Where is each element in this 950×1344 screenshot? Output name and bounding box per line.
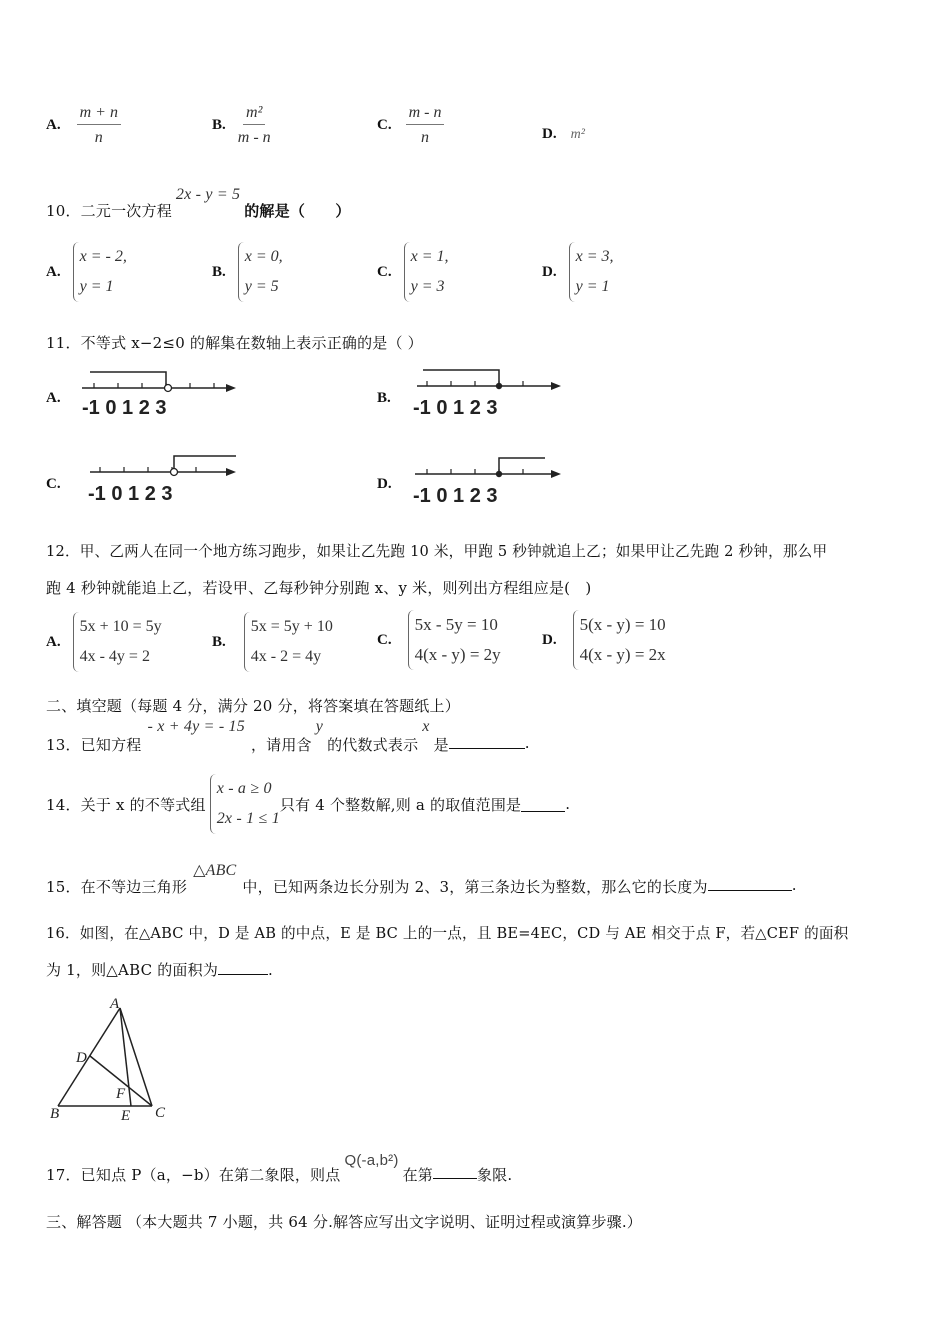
- option-label: D.: [377, 476, 392, 492]
- number-line-d: [411, 452, 611, 512]
- tick-labels: -1 0 1 2 3: [413, 485, 498, 507]
- q9-option-b: [212, 104, 271, 147]
- label-b: B: [50, 1106, 60, 1122]
- q10-option-a: [46, 242, 127, 302]
- label-e: E: [121, 1108, 131, 1124]
- q10-stem: 10．二元一次方程 2x - y = 5 的解是（ ）: [46, 186, 351, 220]
- triangle-figure: [44, 994, 184, 1124]
- option-label: C.: [377, 263, 392, 280]
- fraction: $\frac{m - n}{n}$: [406, 104, 445, 147]
- option-label: A.: [46, 390, 61, 406]
- q9-option-d: [542, 126, 585, 143]
- q9-option-a: [46, 104, 121, 147]
- section-2-heading: 二、填空题（每题 4 分，满分 20 分，将答案填在答题纸上）: [46, 697, 460, 715]
- option-label: C.: [46, 476, 61, 492]
- tick-labels: -1 0 1 2 3: [82, 397, 167, 419]
- tick-labels: -1 0 1 2 3: [88, 483, 173, 505]
- q11-stem: 11．不等式 x−2≤0 的解集在数轴上表示正确的是（ ）: [46, 334, 423, 352]
- equation-system: 5(x - y) = 10 4(x - y) = 2x: [573, 610, 666, 670]
- q9-option-c: [377, 104, 444, 147]
- option-label: C.: [377, 117, 392, 133]
- section-3-heading: 三、解答题 （本大题共 7 小题，共 64 分.解答应写出文字说明、证明过程或演算步骤.）: [46, 1213, 643, 1231]
- q16-stem-line1: 16．如图，在△ABC 中，D 是 AB 的中点，E 是 BC 上的一点，且 BE=4EC，CD 与 AE 相交于点 F，若△CEF 的面积: [46, 925, 849, 942]
- equation-system: 5x + 10 = 5y 4x - 4y = 2: [73, 612, 162, 672]
- q12-option-b: [212, 612, 333, 672]
- equation: - x + 4y = - 15: [147, 718, 245, 735]
- answer-blank[interactable]: [708, 876, 792, 891]
- equation: 2x - y = 5: [175, 186, 241, 203]
- equation-system: x = 1, y = 3: [404, 242, 449, 302]
- q12-stem-line2: 跑 4 秒钟就能追上乙，若设甲、乙每秒钟分别跑 x、y 米，则列出方程组应是( ): [46, 579, 592, 597]
- option-label: D.: [542, 263, 557, 280]
- option-label: A.: [46, 633, 61, 650]
- point-q: Q(-a,b²): [344, 1152, 399, 1169]
- q10-option-c: [377, 242, 449, 302]
- q12-option-d: [542, 610, 666, 670]
- label-f: F: [116, 1086, 126, 1102]
- equation-system: 5x = 5y + 10 4x - 2 = 4y: [244, 612, 333, 672]
- label-d: D: [76, 1050, 87, 1066]
- variable-x: x: [422, 718, 430, 735]
- q12-option-a: [46, 612, 162, 672]
- equation-system: x = 0, y = 5: [238, 242, 283, 302]
- answer-blank[interactable]: [521, 797, 565, 812]
- fraction: $\frac{m + n}{n}$: [77, 104, 121, 147]
- triangle-abc: △ABC: [193, 862, 237, 879]
- q14-stem: 14．关于 x 的不等式组 x - a ≥ 0 2x - 1 ≤ 1 只有 4 个整数解,则 a 的取值范围是 .: [46, 774, 570, 834]
- option-label: B.: [212, 263, 226, 280]
- fraction: $\frac{\text{m²}}{m - n}$: [237, 104, 271, 146]
- q10-option-d: [542, 242, 614, 302]
- option-label: A.: [46, 117, 61, 133]
- number-line-a: [76, 366, 276, 426]
- expression: m²: [570, 126, 585, 142]
- q16-stem-line2: 为 1，则△ABC 的面积为 .: [46, 961, 273, 979]
- equation-system: 5x - 5y = 10 4(x - y) = 2y: [408, 610, 501, 670]
- inequality-system: x - a ≥ 0 2x - 1 ≤ 1: [210, 774, 280, 834]
- answer-blank[interactable]: [449, 734, 525, 749]
- option-label: B.: [377, 390, 391, 406]
- answer-blank[interactable]: [218, 960, 268, 975]
- q12-stem-line1: 12．甲、乙两人在同一个地方练习跑步，如果让乙先跑 10 米，甲跑 5 秒钟就追上乙；如果甲让乙先跑 2 秒钟，那么甲: [46, 543, 828, 560]
- q15-stem: 15．在不等边三角形 △ABC 中，已知两条边长分别为 2、3，第三条边长为整数，那么它的长度为 .: [46, 862, 797, 896]
- equation-system: x = 3, y = 1: [569, 242, 614, 302]
- option-label: B.: [212, 117, 226, 133]
- tick-labels: -1 0 1 2 3: [413, 397, 498, 419]
- option-label: A.: [46, 263, 61, 280]
- option-label: C.: [377, 631, 392, 648]
- equation-system: x = - 2, y = 1: [73, 242, 127, 302]
- label-a: A: [110, 996, 120, 1012]
- number-line-b: [411, 366, 611, 426]
- option-label: B.: [212, 633, 226, 650]
- label-c: C: [155, 1105, 166, 1121]
- variable-y: y: [315, 718, 324, 735]
- q12-option-c: [377, 610, 501, 670]
- option-label: D.: [542, 631, 557, 648]
- option-label: D.: [542, 126, 557, 142]
- q10-option-b: [212, 242, 283, 302]
- number-line-c: [86, 452, 286, 512]
- q17-stem: 17．已知点 P（a，−b）在第二象限，则点 Q(-a,b²) 在第 象限.: [46, 1152, 513, 1184]
- q13-stem: 13．已知方程 - x + 4y = - 15 ，请用含 y 的代数式表示 x 是 .: [46, 718, 530, 754]
- answer-blank[interactable]: [433, 1164, 477, 1179]
